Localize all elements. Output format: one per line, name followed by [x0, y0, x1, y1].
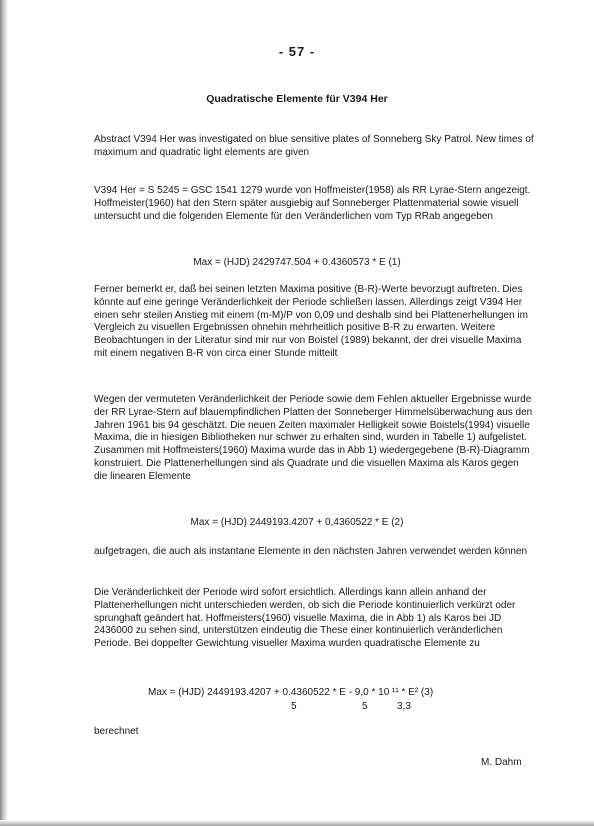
formula-3: Max = (HJD) 2449193.4207 + 0.4360522 * E - 9,0 * 10 ¹¹ * E² (3): [148, 687, 434, 698]
paragraph-applied: aufgetragen, die auch als instantane Elemente in den nächsten Jahren verwendet werden können: [94, 546, 528, 557]
author-name: M. Dahm: [481, 757, 522, 768]
formula-3-uncertainty: 3,3: [397, 701, 411, 712]
abstract: Abstract V394 Her was investigated on blue sensitive plates of Sonneberg Sky Patrol. New times of maximum and quadratic light elements are given: [94, 134, 534, 158]
paragraph-period: Ferner bemerkt er, daß bei seinen letzten Maxima positive (B-R)-Werte bevorzugt auftreten. Dies könnte auf eine geringe Veränderlichkeit der Periode schließen lassen. Allerdings zeigt V394 Her einen sehr steilen Anstieg mit einem (m-M)/P von 0,09 und deshalb sind bei Plattenerhellungen im Vergleich zu visuellen Ergebnissen ohnehin mehrheitlich positive B-R zu erwarten. Weitere Beobachtungen in der Literatur sind mir nur von Boistel (1989) bekannt, der drei visuelle Maxima mit einem negativen B-R von circa einer Stunde mitteilt: [94, 284, 528, 359]
closing-word: berechnet: [94, 726, 139, 737]
paper-title: Quadratische Elemente für V394 Her: [206, 93, 388, 105]
formula-3-uncertainty: 5: [362, 701, 368, 712]
formula-2: Max = (HJD) 2449193.4207 + 0,4360522 * E (2): [190, 517, 404, 528]
formula-3-uncertainty: 5: [291, 701, 297, 712]
page-bottom-shadow: [0, 820, 594, 826]
page-edge-shadow: [0, 0, 8, 826]
formula-1: Max = (HJD) 2429747.504 + 0.4360573 * E (1): [193, 257, 401, 268]
paragraph-observations: Wegen der vermuteten Veränderlichkeit der Periode sowie dem Fehlen aktueller Ergebnisse wurde der RR Lyrae-Stern auf blauempfindlichen Platten der Sonneberger Himmelsüberwachung aus den Jahren 1961 bis 94 geschätzt. Die neuen Zeiten maximaler Helligkeit sowie Boistels(1994) visuelle Maxima, die in hiesigen Bibliotheken nur schwer zu erhalten sind, wurden in Tabelle 1) aufgelistet. Zusammen mit Hoffmeisters(1960) Maxima wurde das in Abb 1) wiedergegebene (B-R)-Diagramm konstruiert. Die Plattenerhellungen sind als Quadrate und die visuellen Maxima als Karos gegen die linearen Elemente: [94, 394, 533, 482]
paragraph-conclusion: Die Veränderlichkeit der Periode wird sofort ersichtlich. Allerdings kann allein anhand der Plattenerhellungen nicht unterschieden werden, ob sich die Periode kontinuierlich verkürzt oder sprunghaft geändert hat. Hoffmeisters(1960) visuelle Maxima, die in Abb 1) als Karos bei JD 2436000 zu sehen sind, unterstützen eindeutig die These einer kontinuierlich veränderlichen Periode. Bei doppelter Gewichtung visueller Maxima wurden quadratische Elemente zu: [94, 587, 516, 650]
page-number: - 57 -: [278, 44, 316, 59]
paragraph-intro: V394 Her = S 5245 = GSC 1541 1279 wurde von Hoffmeister(1958) als RR Lyrae-Stern angezeigt. Hoffmeister(1960) hat den Stern später ausgiebig auf Sonneberger Plattenmaterial sowie visuell untersucht und die folgenden Elemente für den Veränderlichen vom Typ RRab angegeben: [94, 185, 531, 222]
